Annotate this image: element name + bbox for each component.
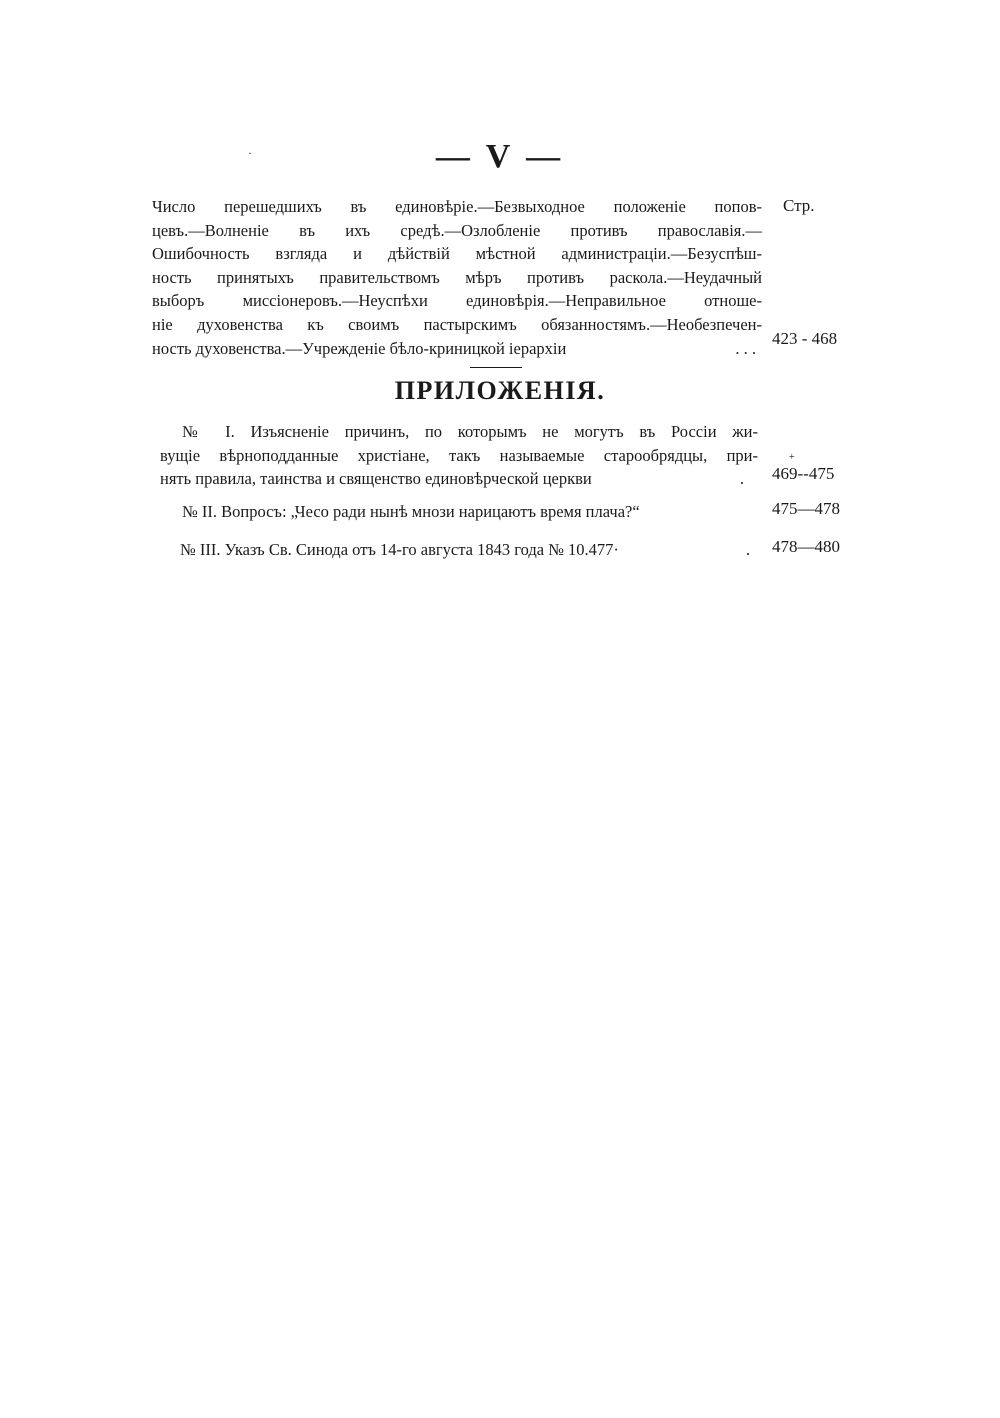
dot-leader: . bbox=[739, 469, 744, 489]
appendix-text bbox=[160, 420, 758, 491]
appendix-3-page-range: 478—480 bbox=[772, 537, 840, 556]
entry-line: № I. Изъясненіе причинъ, по которымъ не могутъ въ Россіи жи- bbox=[182, 422, 758, 441]
chapter-entry-text bbox=[152, 195, 762, 360]
divider-rule bbox=[470, 367, 522, 368]
appendix-2-page-range: 475—478 bbox=[772, 499, 840, 518]
entry-line-text: ность духовенства.—Учрежденіе бѣло-криницкой іерархіи bbox=[152, 338, 567, 358]
appendix-item-1 bbox=[160, 420, 758, 491]
entry-line: ніе духовенства къ своимъ пастырскимъ обязанностямъ.—Необезпечен- bbox=[152, 314, 762, 334]
printing-mark: + bbox=[789, 452, 795, 463]
page-number: — V — bbox=[435, 138, 565, 175]
entry-line: Число перешедшихъ въ единовѣріе.—Безвыходное положеніе попов- bbox=[152, 197, 762, 216]
appendix-item-2 bbox=[182, 500, 762, 524]
entry-line bbox=[180, 538, 760, 562]
entry-line: № II. Вопросъ: „Чесо ради нынѣ мнози нарицаютъ время плача?“ bbox=[182, 502, 640, 521]
entry-line-text: нять правила, таинства и священство единовѣрческой церкви bbox=[160, 469, 592, 489]
entry-line: цевъ.—Волненіе въ ихъ средѣ.—Озлобленіе противъ православія.— bbox=[152, 220, 762, 240]
appendix-1-page-range: 469--475 bbox=[772, 464, 835, 483]
chapter-page-range: 423 - 468 bbox=[772, 329, 838, 348]
entry-line bbox=[152, 337, 762, 361]
dot-leader: . . . bbox=[735, 338, 756, 358]
appendix-text bbox=[182, 500, 762, 524]
entry-line: выборъ миссіонеровъ.—Неуспѣхи единовѣрія.—Неправильное отноше- bbox=[152, 291, 762, 311]
page-column-label: Стр. bbox=[783, 196, 815, 215]
entry-line: вущіе вѣрноподданные христіане, такъ называемые старообрядцы, при- bbox=[160, 445, 758, 465]
dot-leader: . bbox=[745, 540, 750, 559]
entry-line: Ошибочность взгляда и дѣйствій мѣстной администраціи.—Безуспѣш- bbox=[152, 244, 762, 264]
printing-mark: · bbox=[248, 146, 252, 160]
entry-line-text: № III. Указъ Св. Синода отъ 14-го августа 1843 года № 10.477· bbox=[180, 540, 619, 559]
appendices-heading: ПРИЛОЖЕНІЯ. bbox=[394, 376, 606, 405]
entry-line bbox=[160, 467, 758, 491]
appendix-item-3 bbox=[180, 538, 760, 562]
entry-line: ность принятыхъ правительствомъ мѣръ противъ раскола.—Неудачный bbox=[152, 267, 762, 287]
appendix-text bbox=[180, 538, 760, 562]
chapter-entry bbox=[152, 195, 762, 360]
